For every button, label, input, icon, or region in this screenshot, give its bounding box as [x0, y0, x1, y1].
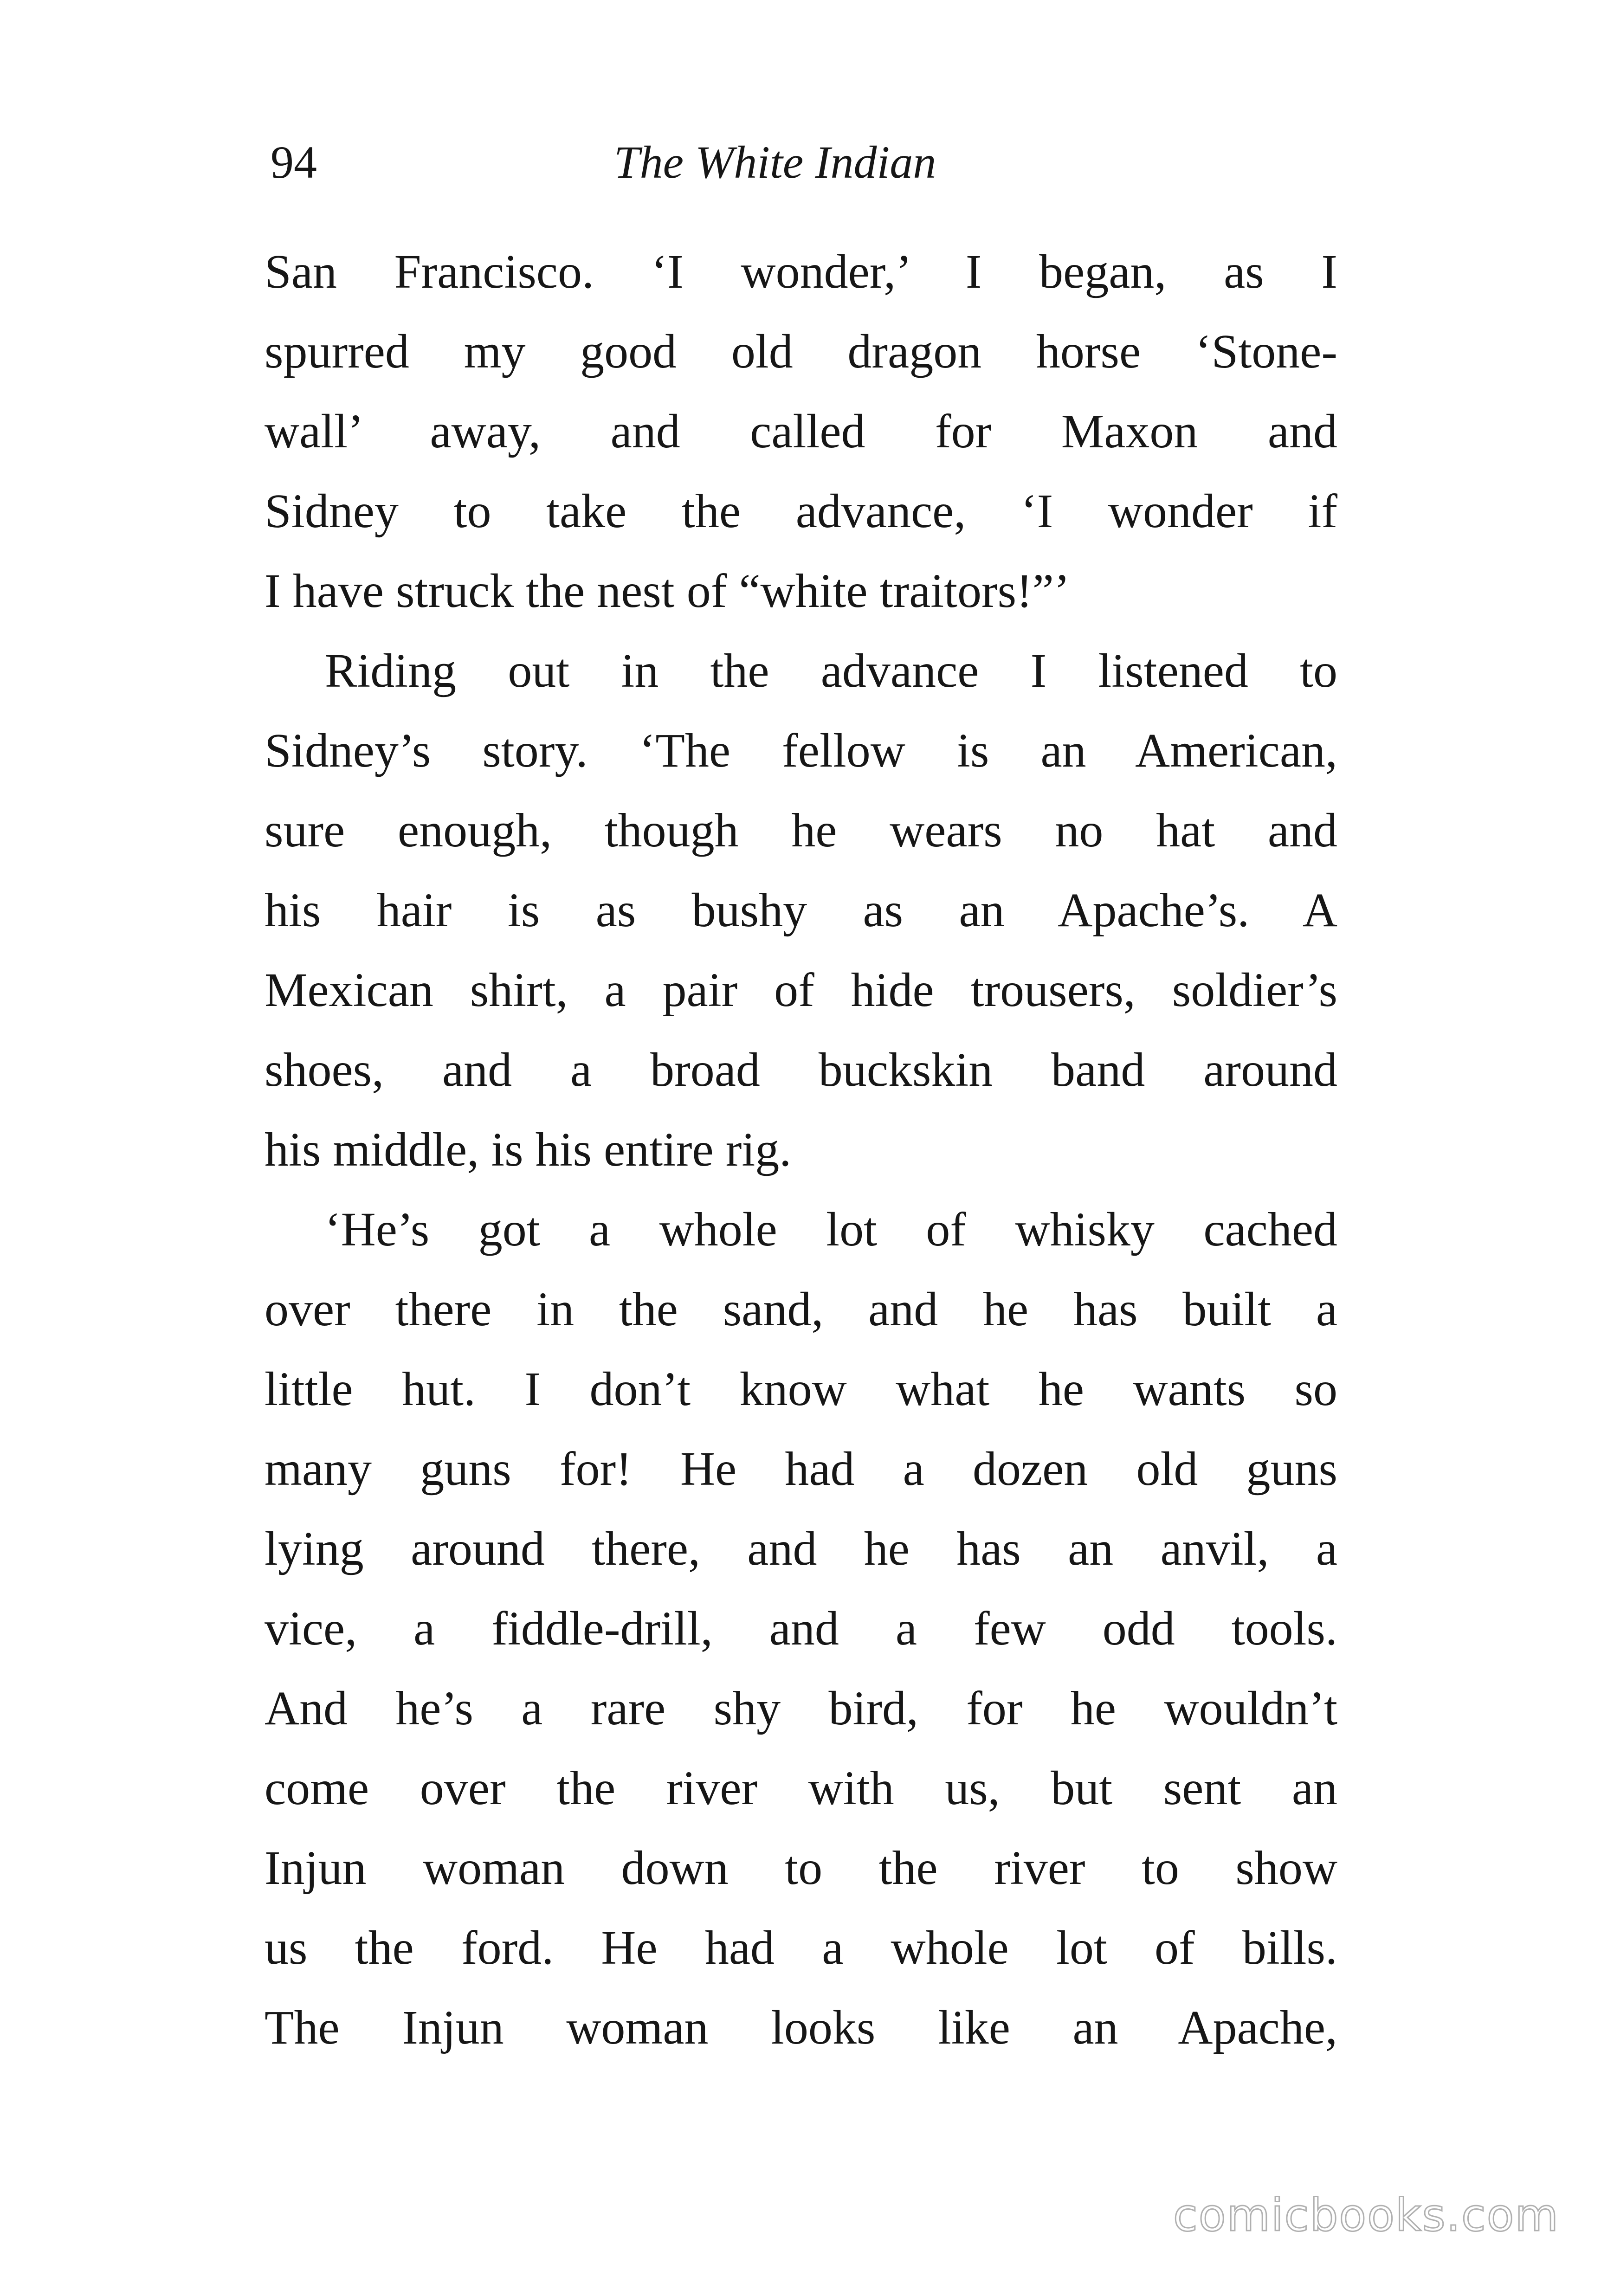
- text-line: vice, a fiddle-drill, and a few odd tools.: [265, 1602, 1337, 1655]
- text-line: sure enough, though he wears no hat and: [265, 804, 1337, 857]
- page-number: 94: [271, 136, 317, 188]
- text-line: Injun woman down to the river to show: [265, 1841, 1337, 1895]
- text-line: us the ford. He had a whole lot of bills.: [265, 1921, 1337, 1974]
- text-line: over there in the sand, and he has built a: [265, 1283, 1337, 1336]
- text-line: wall’ away, and called for Maxon and: [265, 405, 1337, 458]
- text-line: Mexican shirt, a pair of hide trousers, soldier’s: [265, 963, 1337, 1017]
- text-line: lying around there, and he has an anvil, a: [265, 1522, 1337, 1575]
- text-line: many guns for! He had a dozen old guns: [265, 1442, 1337, 1496]
- text-line: The Injun woman looks like an Apache,: [265, 2001, 1337, 2054]
- text-line: Riding out in the advance I listened to: [325, 644, 1337, 697]
- text-line: shoes, and a broad buckskin band around: [265, 1043, 1337, 1096]
- text-line: ‘He’s got a whole lot of whisky cached: [325, 1203, 1337, 1256]
- paragraph: [265, 1190, 1337, 2068]
- paragraph: [265, 631, 1337, 1190]
- text-line: his middle, is his entire rig.: [265, 1123, 792, 1176]
- text-line: I have struck the nest of “white traitors!”’: [265, 564, 1070, 618]
- text-line: And he’s a rare shy bird, for he wouldn’t: [265, 1682, 1337, 1735]
- text-line: little hut. I don’t know what he wants so: [265, 1362, 1337, 1416]
- running-title: The White Indian: [614, 136, 936, 188]
- text-line: Sidney to take the advance, ‘I wonder if: [265, 484, 1337, 538]
- text-line: Sidney’s story. ‘The fellow is an American,: [265, 724, 1337, 777]
- watermark: comicbooks.com: [1173, 2189, 1559, 2241]
- body-text: [265, 232, 1337, 2068]
- text-line: come over the river with us, but sent an: [265, 1761, 1337, 1815]
- text-line: San Francisco. ‘I wonder,’ I began, as I: [265, 245, 1337, 298]
- paragraph: [265, 232, 1337, 631]
- text-line: his hair is as bushy as an Apache’s. A: [265, 884, 1337, 937]
- text-line: spurred my good old dragon horse ‘Stone-: [265, 325, 1337, 378]
